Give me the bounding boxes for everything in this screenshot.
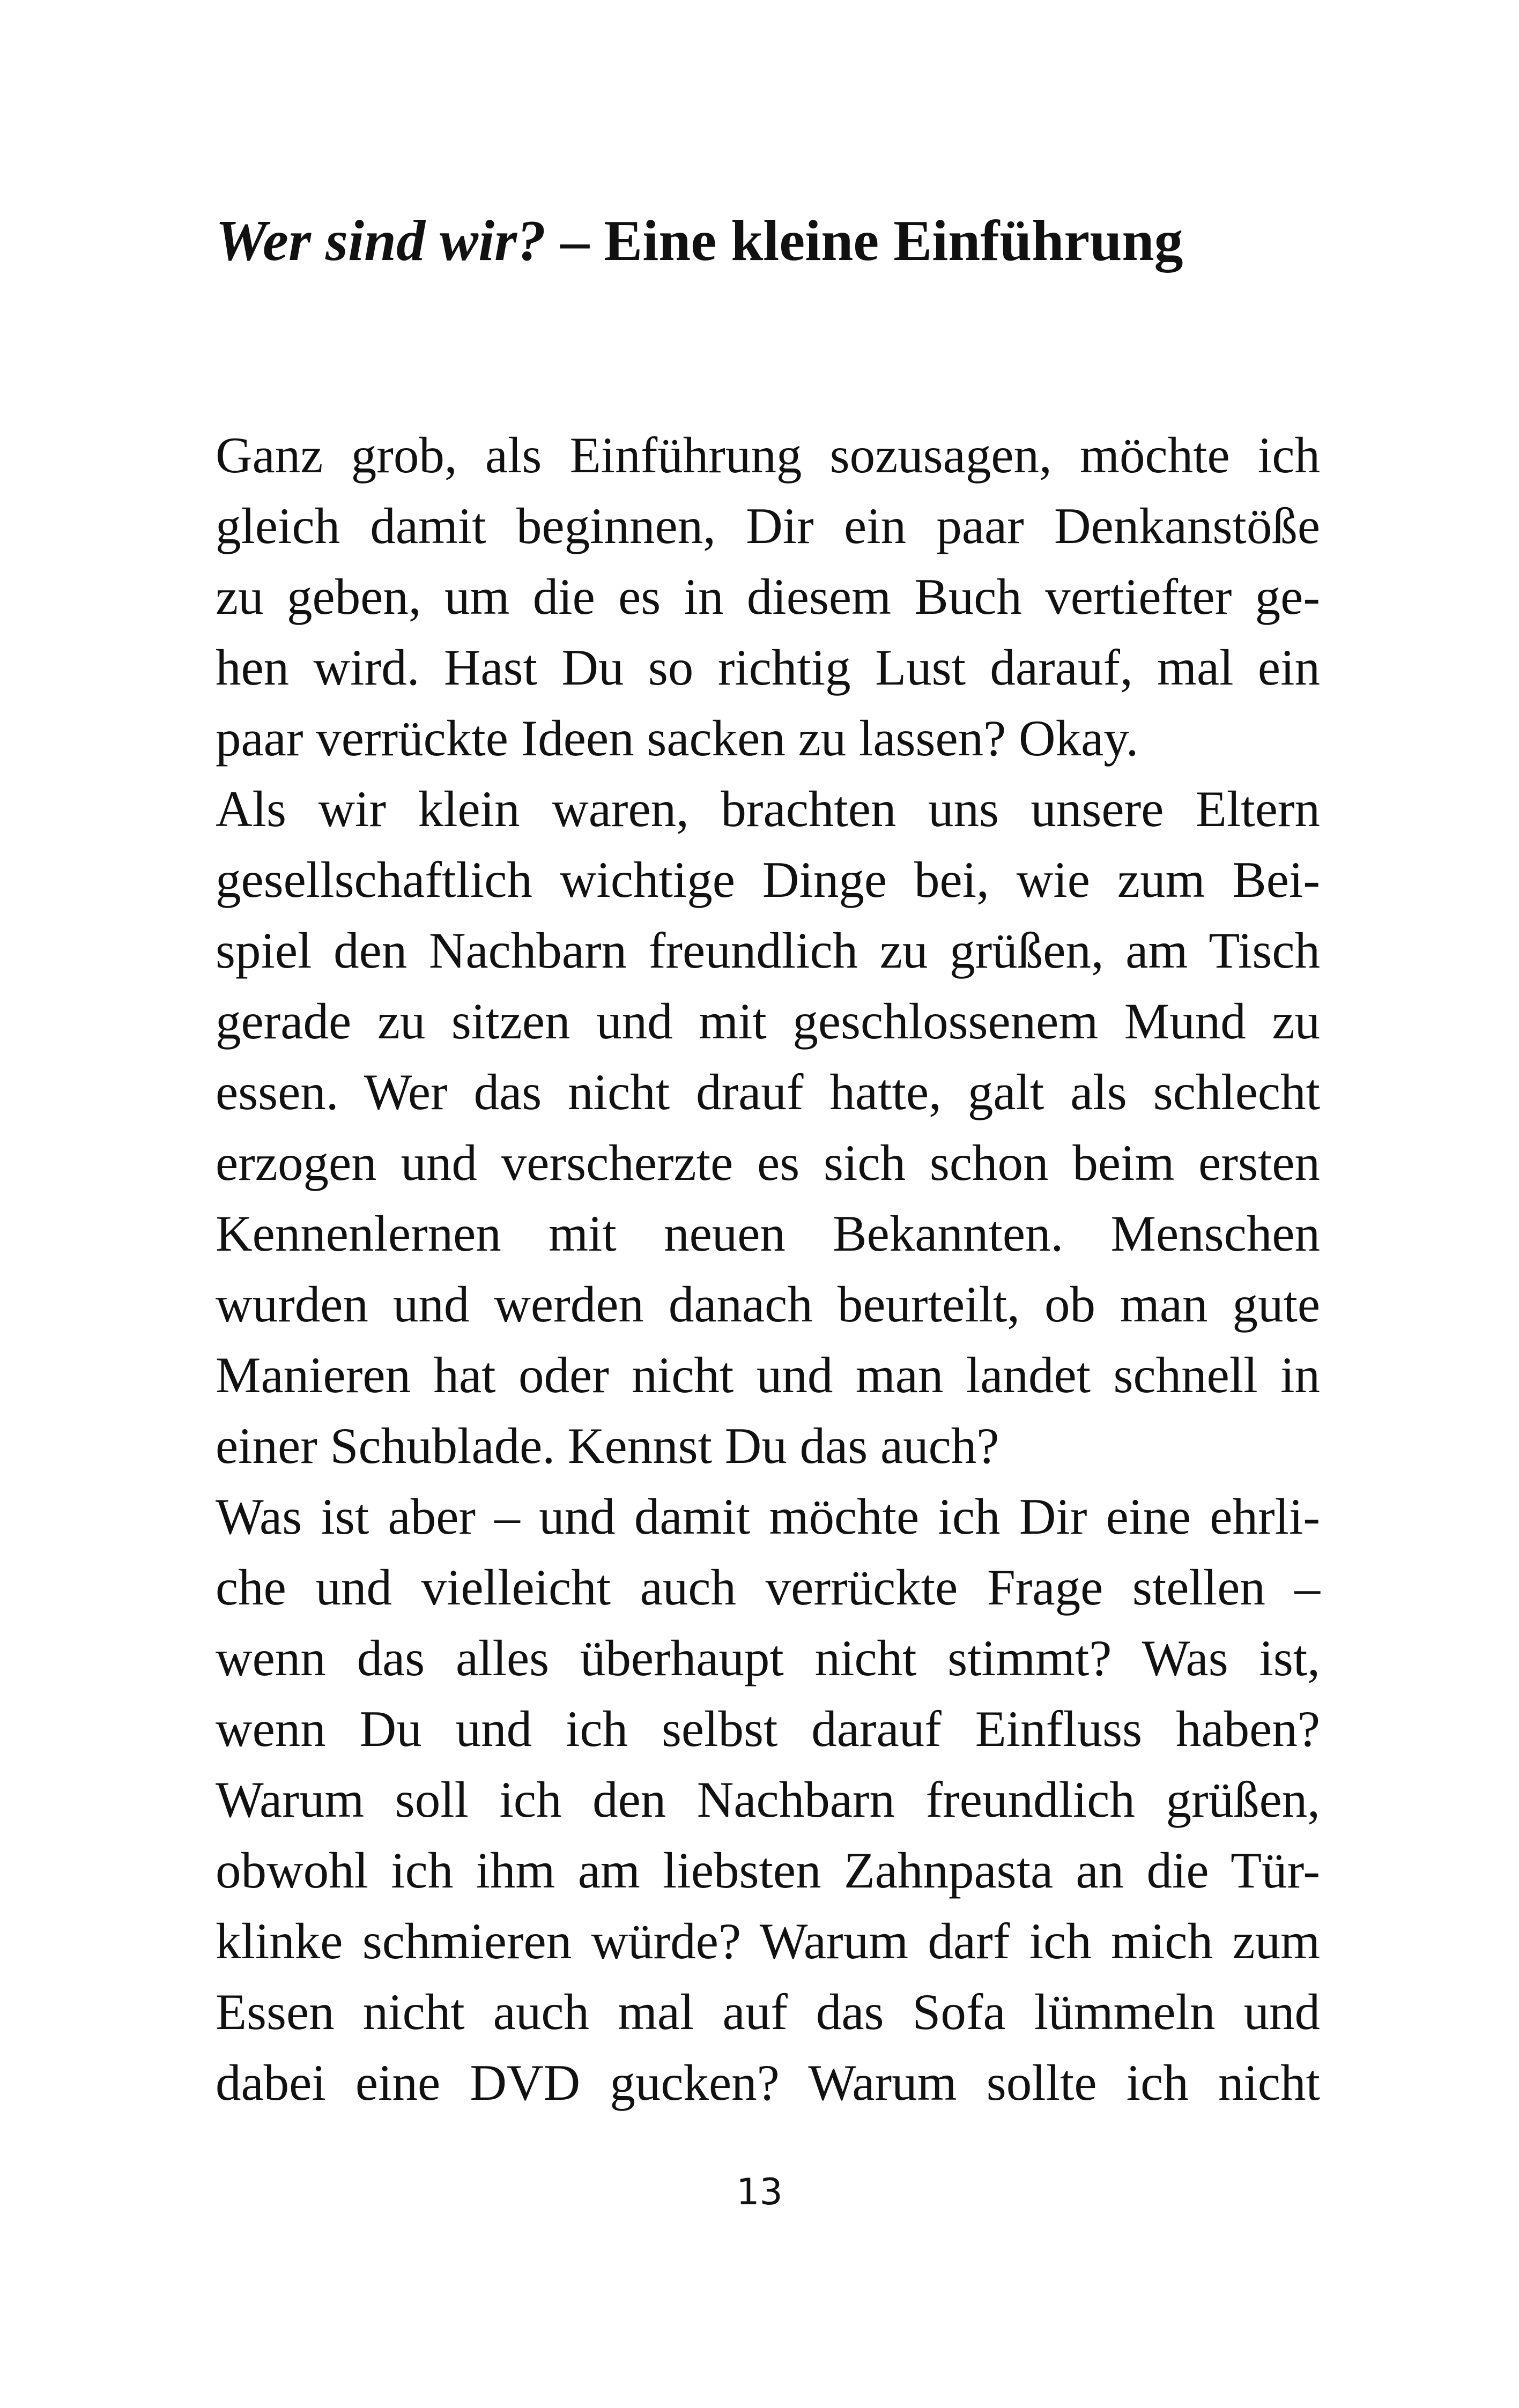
text-line: spiel den Nachbarn freundlich zu grüßen, am Tisch [216,922,1320,979]
text-line: che und vielleicht auch verrückte Frage stellen – [216,1559,1320,1616]
text-line: gleich damit beginnen, Dir ein paar Denkanstöße [216,497,1320,554]
page-title [216,209,1320,273]
text-line: Als wir klein waren, brachten uns unsere Eltern [216,781,1320,837]
text-line: Kennenlernen mit neuen Bekannten. Menschen [216,1205,1320,1262]
page-number: 13 [736,2171,783,2213]
text-line: dabei eine DVD gucken? Warum sollte ich nicht [216,2054,1320,2111]
text-line: gesellschaftlich wichtige Dinge bei, wie zum Bei- [216,851,1320,908]
text-line: wenn das alles überhaupt nicht stimmt? Was ist, [216,1630,1320,1686]
text-line: gerade zu sitzen und mit geschlossenem Mund zu [216,993,1320,1050]
text-line: einer Schublade. Kennst Du das auch? [216,1417,999,1474]
text-line: obwohl ich ihm am liebsten Zahnpasta an die Tür- [216,1842,1320,1899]
text-line: erzogen und verscherzte es sich schon beim ersten [216,1134,1320,1191]
text-line: Was ist aber – und damit möchte ich Dir eine ehrli- [216,1488,1320,1545]
text-line: Essen nicht auch mal auf das Sofa lümmeln und [216,1983,1320,2040]
text-line: Manieren hat oder nicht und man landet schnell in [216,1347,1320,1403]
page-title-rest: – Eine kleine Einführung [546,209,1183,273]
body-text [216,420,1320,2118]
text-line: wenn Du und ich selbst darauf Einfluss haben? [216,1700,1320,1757]
page-title-italic-part: Wer sind wir? [216,209,546,273]
text-line: klinke schmieren würde? Warum darf ich mich zum [216,1913,1320,1969]
text-line: zu geben, um die es in diesem Buch vertiefter ge- [216,568,1320,625]
text-line: Warum soll ich den Nachbarn freundlich grüßen, [216,1771,1320,1828]
text-line: wurden und werden danach beurteilt, ob man gute [216,1276,1320,1333]
text-line: essen. Wer das nicht drauf hatte, galt als schlecht [216,1064,1320,1120]
text-line: hen wird. Hast Du so richtig Lust darauf, mal ein [216,639,1320,696]
text-line: Ganz grob, als Einführung sozusagen, möchte ich [216,427,1320,484]
text-line: paar verrückte Ideen sacken zu lassen? Okay. [216,710,1139,767]
